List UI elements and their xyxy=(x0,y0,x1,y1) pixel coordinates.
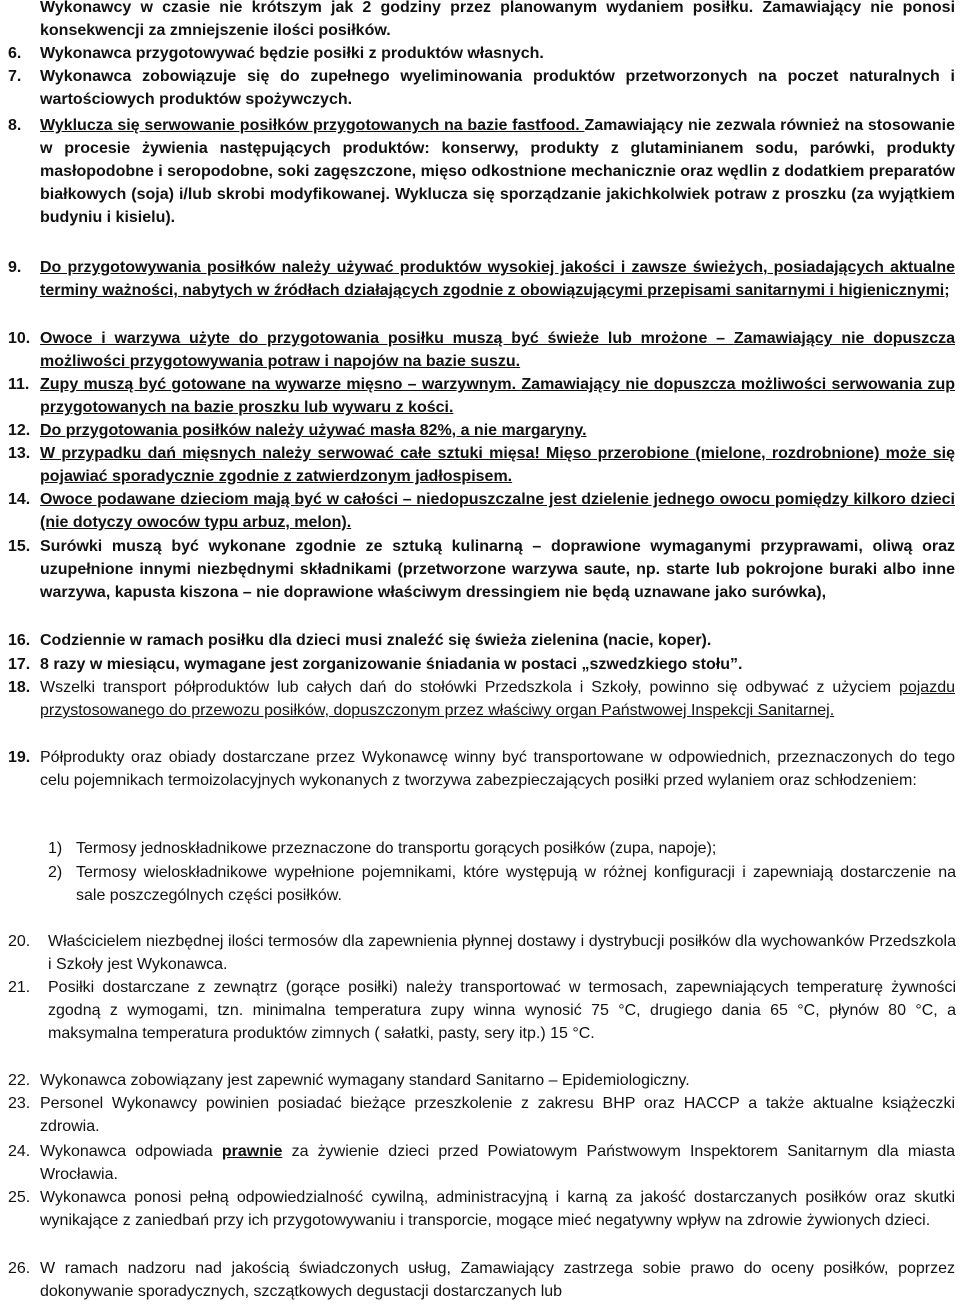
text-run: Wykonawcy w czasie nie krótszym jak 2 godziny przez planowanym wydaniem posiłku. xyxy=(40,0,763,16)
text-run: prawnie xyxy=(221,1143,283,1160)
list-item-number: 2) xyxy=(48,864,63,881)
text-run: Zupy muszą być gotowane na wywarze mięsno – warzywnym. xyxy=(40,376,522,393)
list-item-text xyxy=(40,535,955,604)
list-item-text xyxy=(40,327,955,373)
text-run: Owoce podawane dzieciom mają być w całości – niedopuszczalne jest dzielenie jednego owocu pomiędzy kilkoro dzieci (nie dotyczy owoców typu arbuz, melon). xyxy=(40,491,955,531)
text-run: Wyklucza się serwowanie posiłków przygotowanych na bazie fastfood. xyxy=(40,117,585,134)
list-item-text xyxy=(40,676,955,722)
text-run: Termosy wieloskładnikowe wypełnione pojemnikami, które występują w różnej konfiguracji i zapewniają dostarczenie na sale poszczególnych części posiłków. xyxy=(76,864,956,904)
list-item-number: 25. xyxy=(8,1189,31,1206)
text-run: W przypadku dań mięsnych należy serwować całe sztuki mięsa! xyxy=(40,445,547,462)
list-item-text xyxy=(40,419,955,442)
list-item-number: 9. xyxy=(8,259,22,276)
list-item-text xyxy=(40,1092,955,1138)
list-item-number: 26. xyxy=(8,1260,31,1277)
text-run: za żywienie dzieci przed Powiatowym Państwowym Inspektorem Sanitarnym dla miasta Wrocławia. xyxy=(40,1143,955,1183)
list-item-number: 17. xyxy=(8,656,31,673)
text-run: Personel Wykonawcy powinien posiadać bieżące przeszkolenie z zakresu BHP oraz HACCP a także aktualne książeczki zdrowia. xyxy=(40,1095,955,1135)
text-run: Właścicielem niezbędnej ilości termosów dla zapewnienia płynnej dostawy i dystrybucji posiłków dla wychowanków Przedszkola i Szkoły jest Wykonawca. xyxy=(48,933,956,973)
list-item-text xyxy=(40,373,955,419)
list-item-text xyxy=(40,1069,955,1092)
list-item-number: 15. xyxy=(8,538,31,555)
list-item-number: 1) xyxy=(48,840,63,857)
text-run: Zamawiający nie zezwala również na stosowanie w procesie żywienia następujących produktów: konserwy, produkty z glutaminianem sodu, parówki, produkty masłopodobne i seropodobne, soki zagęszczone, mięso odkostnione mechanicznie oraz wędlin z dodatkiem preparatów białkowych (soja) i/lub skrobi modyfikowanej. Wyklucza się sporządzanie jakichkolwiek potraw z proszku (za wyjątkiem budyniu i kisielu). xyxy=(40,117,955,226)
text-run: Posiłki dostarczane z zewnątrz (gorące posiłki) należy transportować w termosach, zapewniających temperaturę żywności zgodną z wymogami, tzn. minimalna temperatura zupy winna wynosić 75 °C, drugiego dania 65 °C, płynów 80 °C, a maksymalna temperatura produktów zimnych ( sałatki, pasty, sery itp.) 15 °C. xyxy=(48,979,956,1042)
text-run: 8 razy w miesiącu, wymagane jest zorganizowanie śniadania w postaci „szwedzkiego stołu”. xyxy=(40,656,743,673)
list-item-number: 6. xyxy=(8,45,22,62)
text-run: Codziennie w ramach posiłku dla dzieci musi znaleźć się świeża zielenina (nacie, koper). xyxy=(40,632,712,649)
text-run: Wykonawca odpowiada xyxy=(40,1143,222,1160)
list-item-text xyxy=(40,42,955,65)
text-run: Wykonawca ponosi pełną odpowiedzialność cywilną, administracyjną i karną za jakość dostarczanych posiłków oraz skutki wynikające z zaniedbań przy ich przygotowywaniu i transporcie, mogące mieć negatywny wpływ na zdrowie żywionych dzieci. xyxy=(40,1189,955,1229)
list-item-text xyxy=(40,1186,955,1232)
list-item-number: 22. xyxy=(8,1072,31,1089)
list-item-number: 16. xyxy=(8,632,31,649)
list-item-text xyxy=(48,976,956,1045)
text-run: Wszelki transport półproduktów lub całych dań do stołówki Przedszkola i Szkoły, powinno się odbywać z użyciem xyxy=(40,679,899,696)
list-item-text xyxy=(40,1140,955,1186)
list-item-text xyxy=(40,746,955,792)
list-item-number: 20. xyxy=(8,933,31,950)
text-run: Zamawiający nie dopuszcza możliwości przygotowywania potraw i napojów na bazie suszu. xyxy=(40,330,956,370)
list-item-number: 10. xyxy=(8,330,31,347)
list-item-number: 19. xyxy=(8,749,31,766)
list-item-text xyxy=(40,65,955,111)
text-run: Owoce i warzywa użyte do przygotowania posiłku muszą być świeże lub mrożone – xyxy=(40,330,734,347)
list-item-number: 21. xyxy=(8,979,31,996)
list-item-number: 18. xyxy=(8,679,31,696)
list-item-text xyxy=(40,653,955,676)
text-run: Termosy jednoskładnikowe przeznaczone do transportu gorących posiłków (zupa, napoje); xyxy=(76,840,717,857)
text-run: Wykonawca zobowiązuje się do zupełnego wyeliminowania produktów przetworzonych na poczet naturalnych i wartościowych produktów spożywczych. xyxy=(40,68,955,108)
list-item-number: 13. xyxy=(8,445,31,462)
text-run: pojazdu przystosowanego do przewozu posiłków, dopuszczonym przez właściwy organ Państwowej Inspekcji Sanitarnej. xyxy=(40,679,955,719)
list-item-number: 14. xyxy=(8,491,31,508)
text-run: Zamawiający nie dopuszcza możliwości serwowania zup przygotowanych na bazie proszku lub wywaru z kości. xyxy=(40,376,955,416)
list-item-text xyxy=(40,114,955,229)
list-item-number: 7. xyxy=(8,68,22,85)
text-run: W ramach nadzoru nad jakością świadczonych usług, Zamawiający zastrzega sobie prawo do oceny posiłków, poprzez dokonywanie sporadycznych, szczątkowych degustacji dostarczanych lub xyxy=(40,1260,955,1300)
text-run: Mięso przerobione (mielone, rozdrobnione) może się pojawiać sporadycznie zgodnie z zatwierdzonym jadłospisem. xyxy=(40,445,956,485)
list-item-number: 23. xyxy=(8,1095,31,1112)
text-run: Półprodukty oraz obiady dostarczane przez Wykonawcę winny być transportowane w odpowiednich, przeznaczonych do tego celu pojemnikach termoizolacyjnych wykonanych z tworzywa zabezpieczających posiłki przed wylaniem oraz schłodzeniem: xyxy=(40,749,955,789)
list-item-text xyxy=(40,0,955,42)
list-item-text xyxy=(40,1257,955,1303)
text-run: Wykonawca zobowiązany jest zapewnić wymagany standard Sanitarno – Epidemiologiczny. xyxy=(40,1072,690,1089)
list-item-text xyxy=(40,488,955,534)
text-run: Do przygotowywania posiłków należy używać produktów wysokiej jakości i zawsze świeżych, posiadających aktualne terminy ważności, nabytych w źródłach działających zgodnie z obowiązującymi przepisami sanitarnymi i higienicznymi; xyxy=(40,259,955,299)
list-item-text xyxy=(76,861,956,907)
list-item-text xyxy=(40,442,955,488)
list-item-number: 11. xyxy=(8,376,30,393)
list-item-number: 24. xyxy=(8,1143,31,1160)
list-item-text xyxy=(48,930,956,976)
list-item-number: 8. xyxy=(8,117,22,134)
text-run: Wykonawca przygotowywać będzie posiłki z produktów własnych. xyxy=(40,45,544,62)
list-item-text xyxy=(40,629,955,652)
text-run: Do przygotowania posiłków należy używać masła 82%, a nie margaryny. xyxy=(40,422,587,439)
list-item-number: 12. xyxy=(8,422,31,439)
text-run: Surówki muszą być wykonane zgodnie ze sztuką kulinarną – doprawione wymaganymi przyprawami, oliwą oraz uzupełnione innymi niezbędnymi składnikami (przetworzone warzywa saute, np. starte lub pokrojone buraki albo inne warzywa, kapusta kiszona – nie doprawione właściwym dressingiem nie będą uznawane jako surówka), xyxy=(40,538,955,601)
list-item-text xyxy=(76,837,956,860)
list-item-text xyxy=(40,256,955,302)
text-run: Zamawiający nie ponosi konsekwencji za zmniejszenie ilości posiłków. xyxy=(40,0,956,39)
